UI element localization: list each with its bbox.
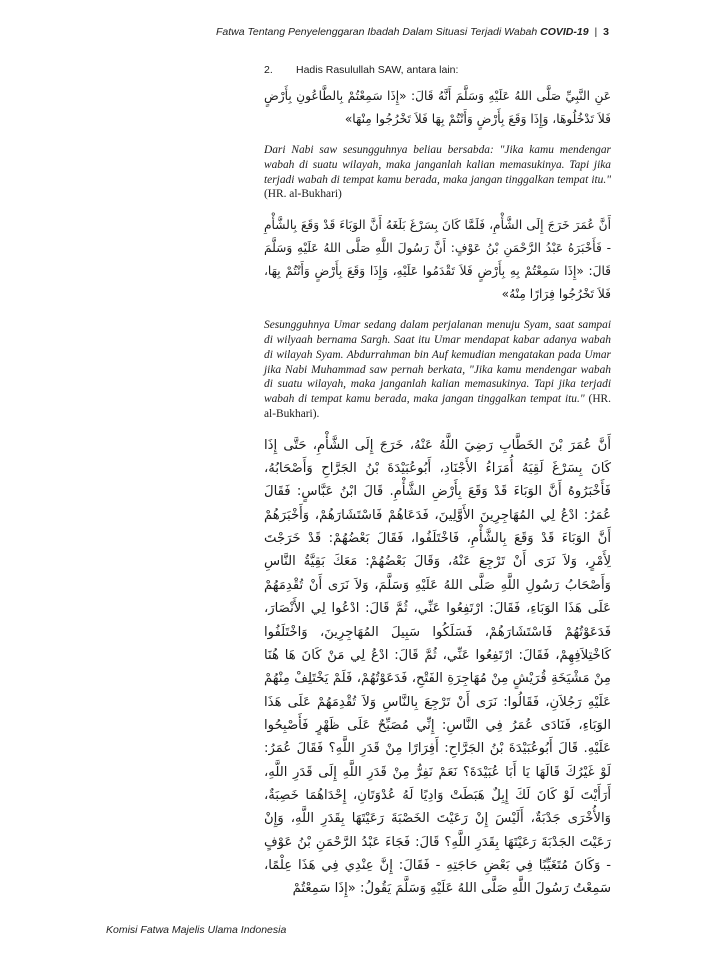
translation-2-text: Sesungguhnya Umar sedang dalam perjalanan menuju Syam, saat sampai di wilyaah bernama Sargh. Saat itu Umar mendapat kabar adanya wabah di wilayah Syam. Abdurrahman bin Auf kemudian mengatakan pada Umar jika Nabi Muhammad saw pernah berkata, "Jika kamu mendengar wabah di suatu wilayah, maka janganlah kalian memasukinya. Tapi jika terjadi wabah di tempat kamu berada, maka jangan tinggalkan tempat itu." [264,319,611,406]
translation-2-reference: (HR. al-Bukhari). [264,393,611,420]
hadith-arabic-2: أَنَّ عُمَرَ خَرَجَ إِلَى الشَّأْمِ، فَلَمَّا كَانَ بِسَرْغَ بَلَغَهُ أَنَّ الوَبَاءَ قَدْ وَقَعَ بِالشَّأْمِ - فَأَخْبَرَهُ عَبْدُ الرَّحْمَنِ بْنُ عَوْفٍ: أَنَّ رَسُولَ اللَّهِ صَلَّى اللهُ عَلَيْهِ وَسَلَّمَ قَالَ: «إِذَا سَمِعْتُمْ بِهِ بِأَرْضٍ فَلاَ تَقْدَمُوا عَلَيْهِ، وَإِذَا وَقَعَ بِأَرْضٍ وَأَنْتُمْ بِهَا، فَلاَ تَخْرُجُوا فِرَارًا مِنْهُ» [264,218,611,302]
list-item-heading [264,64,611,76]
hadith-arabic-1: عَنِ النَّبِيِّ صَلَّى اللهُ عَلَيْهِ وَسَلَّمَ أَنَّهُ قَالَ: «إِذَا سَمِعْتُمْ بِالطَّاعُونِ بِأَرْضٍ فَلاَ تَدْخُلُوهَا، وَإِذَا وَقَعَ بِأَرْضٍ وَأَنْتُمْ بِهَا فَلاَ تَخْرُجُوا مِنْهَا» [264,89,611,126]
running-header [150,26,609,38]
running-footer: Komisi Fatwa Majelis Ulama Indonesia [106,924,287,936]
hadith-arabic-3: أَنَّ عُمَرَ بْنَ الخَطَّابِ رَضِيَ اللَّهُ عَنْهُ، خَرَجَ إِلَى الشَّأْمِ، حَتَّى إِذَا كَانَ بِسَرْغَ لَقِيَهُ أُمَرَاءُ الأَجْنَادِ، أَبُوعُبَيْدَةَ بْنُ الجَرَّاحِ وَأَصْحَابُهُ، فَأَخْبَرُوهُ أَنَّ الوَبَاءَ قَدْ وَقَعَ بِأَرْضِ الشَّأْمِ. قَالَ ابْنُ عَبَّاسٍ: فَقَالَ عُمَرُ: ادْعُ لِي المُهَاجِرِينَ الأَوَّلِينَ، فَدَعَاهُمْ فَاسْتَشَارَهُمْ، وَأَخْبَرَهُمْ أَنَّ الوَبَاءَ قَدْ وَقَعَ بِالشَّأْمِ، فَاخْتَلَفُوا، فَقَالَ بَعْضُهُمْ: قَدْ خَرَجْتَ لِأَمْرٍ، وَلاَ نَرَى أَنْ تَرْجِعَ عَنْهُ، وَقَالَ بَعْضُهُمْ: مَعَكَ بَقِيَّةُ النَّاسِ وَأَصْحَابُ رَسُولِ اللَّهِ صَلَّى اللهُ عَلَيْهِ وَسَلَّمَ، وَلاَ نَرَى أَنْ تُقْدِمَهُمْ عَلَى هَذَا الوَبَاءِ، فَقَالَ: ارْتَفِعُوا عَنِّي، ثُمَّ قَالَ: ادْعُوا لِي الأَنْصَارَ، فَدَعَوْتُهُمْ فَاسْتَشَارَهُمْ، فَسَلَكُوا سَبِيلَ المُهَاجِرِينَ، وَاخْتَلَفُوا كَاخْتِلاَفِهِمْ، فَقَالَ: ارْتَفِعُوا عَنِّي، ثُمَّ قَالَ: ادْعُ لِي مَنْ كَانَ هَا هُنَا مِنْ مَشْيَخَةِ قُرَيْشٍ مِنْ مُهَاجِرَةِ الفَتْحِ، فَدَعَوْتُهُمْ، فَلَمْ يَخْتَلِفْ مِنْهُمْ عَلَيْهِ رَجُلاَنِ، فَقَالُوا: نَرَى أَنْ تَرْجِعَ بِالنَّاسِ وَلاَ تُقْدِمَهُمْ عَلَى هَذَا الوَبَاءِ، فَنَادَى عُمَرُ فِي النَّاسِ: إِنِّي مُصَبِّحٌ عَلَى ظَهْرٍ فَأَصْبِحُوا عَلَيْهِ. قَالَ أَبُوعُبَيْدَةَ بْنُ الجَرَّاحِ: أَفِرَارًا مِنْ قَدَرِ اللَّهِ؟ فَقَالَ عُمَرُ: لَوْ غَيْرُكَ قَالَهَا يَا أَبَا عُبَيْدَةَ؟ نَعَمْ نَفِرُّ مِنْ قَدَرِ اللَّهِ إِلَى قَدَرِ اللَّهِ، أَرَأَيْتَ لَوْ كَانَ لَكَ إِبِلٌ هَبَطَتْ وَادِيًا لَهُ عُدْوَتَانِ، إِحْدَاهُمَا خَصِبَةٌ، وَالأُخْرَى جَدْبَةٌ، أَلَيْسَ إِنْ رَعَيْتَ الخَصْبَةَ رَعَيْتَهَا بِقَدَرِ اللَّهِ، وَإِنْ رَعَيْتَ الجَدْبَةَ رَعَيْتَهَا بِقَدَرِ اللَّهِ؟ قَالَ: فَجَاءَ عَبْدُ الرَّحْمَنِ بْنُ عَوْفٍ - وَكَانَ مُتَغَيِّبًا فِي بَعْضِ حَاجَتِهِ - فَقَالَ: إِنَّ عِنْدِي فِي هَذَا عِلْمًا، سَمِعْتُ رَسُولَ اللَّهِ صَلَّى اللهُ عَلَيْهِ وَسَلَّمَ يَقُولُ: «إِذَا سَمِعْتُمْ [264,437,611,897]
header-separator: | [594,26,598,38]
header-title: Fatwa Tentang Penyelenggaran Ibadah Dalam Situasi Terjadi Wabah [215,26,538,38]
translation-1-text: Dari Nabi saw sesungguhnya beliau bersabda: "Jika kamu mendengar wabah di suatu wilayah, maka janganlah kalian memasukinya. Tapi jika terjadi wabah di tempat kamu berada, maka jangan tinggalkan tempat itu." [264,144,611,186]
translation-1-reference: (HR. al-Bukhari) [264,188,342,201]
page-body [264,64,611,901]
list-number: 2. [264,64,273,76]
translation-1 [264,143,611,202]
item-heading: Hadis Rasulullah SAW, antara lain: [296,64,459,76]
page-number: 3 [603,26,609,38]
header-title-bold: COVID-19 [540,26,589,38]
translation-2 [264,318,611,422]
